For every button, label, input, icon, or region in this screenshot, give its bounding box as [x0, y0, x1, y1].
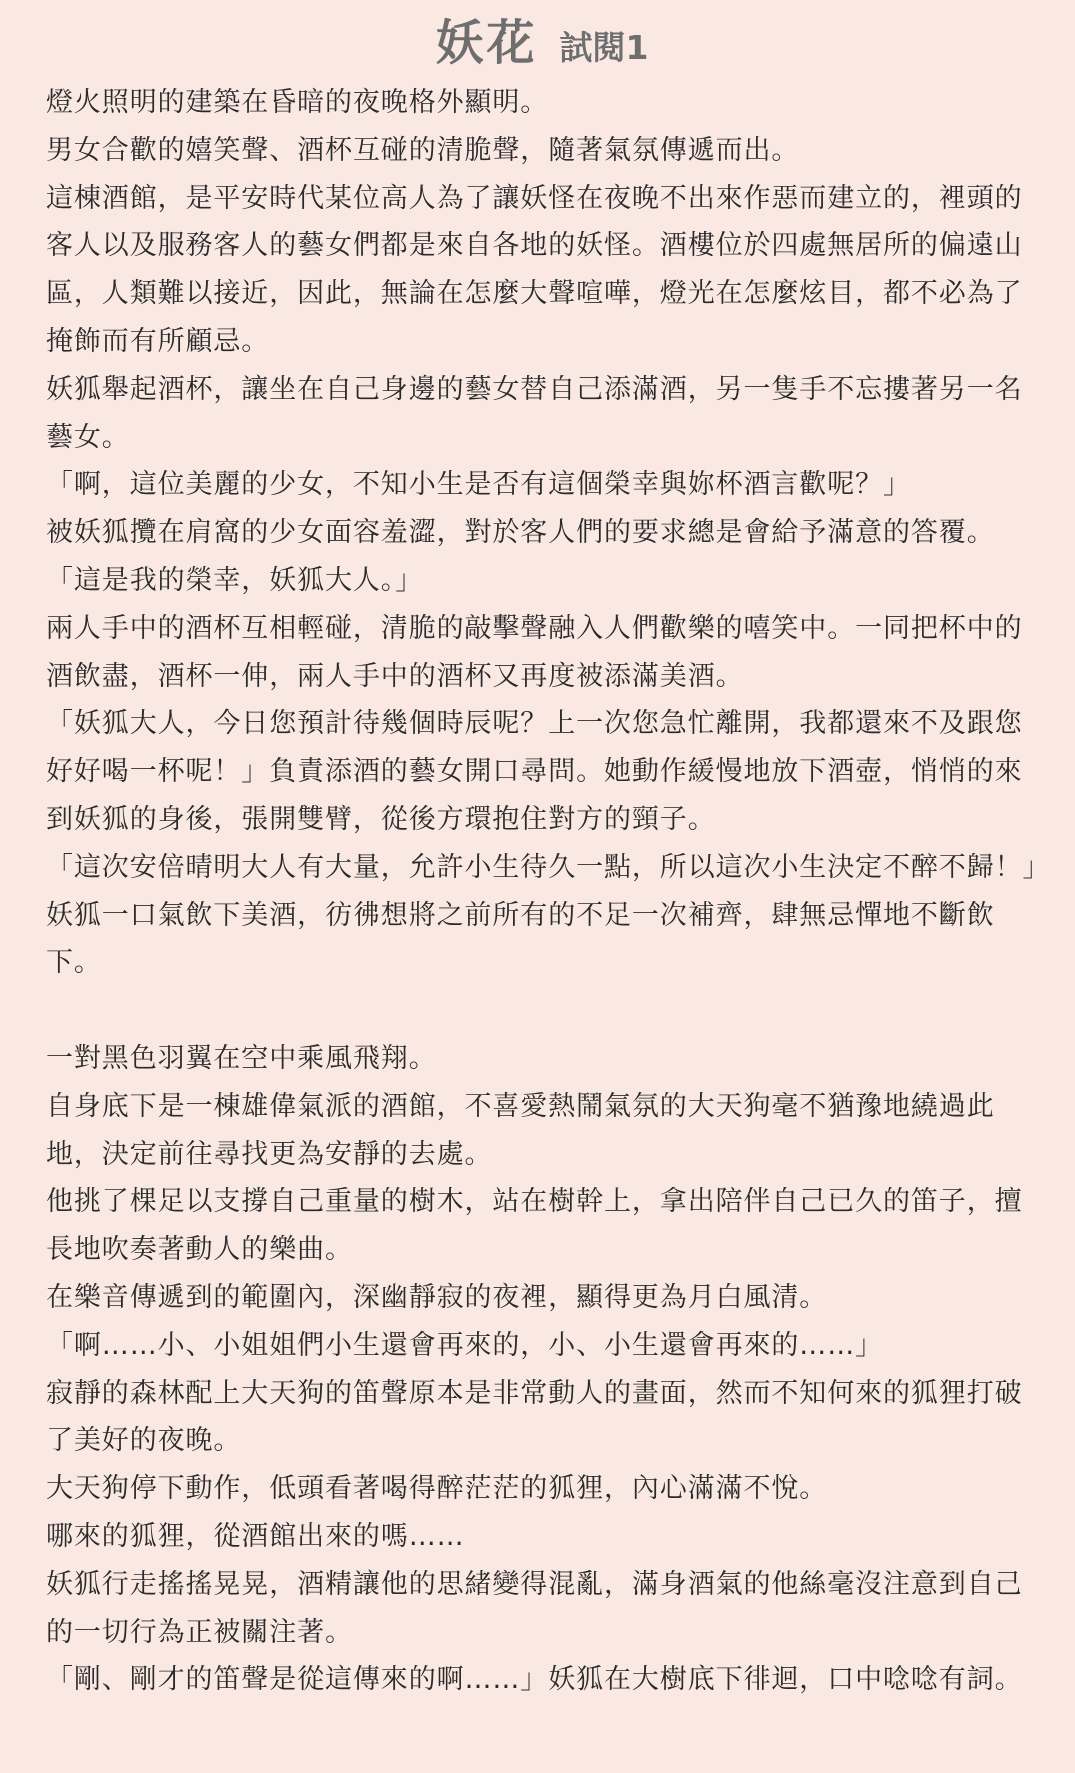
- paragraph: 男女合歡的嬉笑聲、酒杯互碰的清脆聲，隨著氣氛傳遞而出。: [46, 134, 800, 166]
- paragraph: 妖狐行走搖搖晃晃，酒精讓他的思緒變得混亂，滿身酒氣的他絲毫沒注意到自己的一切行為正被關注著。: [46, 1568, 1023, 1648]
- body-text: [46, 79, 1038, 1704]
- title-row: [46, 12, 1038, 78]
- paragraph: 「剛、剛才的笛聲是從這傳來的啊……」妖狐在大樹底下徘迴，口中唸唸有詞。: [46, 1664, 1023, 1696]
- paragraph: 妖狐舉起酒杯，讓坐在自己身邊的藝女替自己添滿酒，另一隻手不忘摟著另一名藝女。: [46, 373, 1023, 453]
- paragraph: 這棟酒館，是平安時代某位高人為了讓妖怪在夜晚不出來作惡而建立的，裡頭的客人以及服務客人的藝女們都是來自各地的妖怪。酒樓位於四處無居所的偏遠山區，人類難以接近，因此，無論在怎麼大聲喧嘩，燈光在怎麼炫目，都不必為了掩飾而有所顧忌。: [46, 182, 1023, 357]
- paragraph: 兩人手中的酒杯互相輕碰，清脆的敲擊聲融入人們歡樂的嘻笑中。一同把杯中的酒飲盡，酒杯一伸，兩人手中的酒杯又再度被添滿美酒。: [46, 612, 1023, 692]
- paragraph: 燈火照明的建築在昏暗的夜晚格外顯明。: [46, 87, 549, 118]
- paragraph: 「這次安倍晴明大人有大量，允許小生待久一點，所以這次小生決定不醉不歸！」妖狐一口氣飲下美酒，彷彿想將之前所有的不足一次補齊，肆無忌憚地不斷飲下。: [46, 851, 1037, 979]
- paragraph: 大天狗停下動作，低頭看著喝得醉茫茫的狐狸，內心滿滿不悅。: [46, 1473, 828, 1505]
- paragraph: 自身底下是一棟雄偉氣派的酒館，不喜愛熱鬧氣氛的大天狗毫不猶豫地繞過此地，決定前往尋找更為安靜的去處。: [46, 1090, 995, 1170]
- paragraph: 寂靜的森林配上大天狗的笛聲原本是非常動人的畫面，然而不知何來的狐狸打破了美好的夜晚。: [46, 1377, 1023, 1457]
- paragraph: 在樂音傳遞到的範圍內，深幽靜寂的夜裡，顯得更為月白風清。: [46, 1281, 828, 1313]
- paragraph: 「這是我的榮幸，妖狐大人。」: [46, 564, 424, 596]
- paragraph: 「啊，這位美麗的少女，不知小生是否有這個榮幸與妳杯酒言歡呢？」: [46, 469, 911, 501]
- paragraph: 被妖狐攬在肩窩的少女面容羞澀，對於客人們的要求總是會給予滿意的答覆。: [46, 517, 995, 549]
- document-subtitle: 試閱1: [559, 28, 649, 67]
- paragraph: 一對黑色羽翼在空中乘風飛翔。: [46, 1042, 437, 1074]
- document-title: 妖花: [435, 15, 538, 71]
- scene-break: [46, 987, 1038, 1035]
- paragraph: 「妖狐大人，今日您預計待幾個時辰呢？上一次您急忙離開，我都還來不及跟您好好喝一杯呢！」負責添酒的藝女開口尋問。她動作緩慢地放下酒壺，悄悄的來到妖狐的身後，張開雙臂，從後方環抱住對方的頸子。: [46, 708, 1023, 835]
- paragraph: 他挑了棵足以支撐自己重量的樹木，站在樹幹上，拿出陪伴自己已久的笛子，擅長地吹奏著動人的樂曲。: [46, 1186, 1023, 1266]
- paragraph: 「啊……小、小姐姐們小生還會再來的，小、小生還會再來的……」: [46, 1329, 883, 1361]
- paragraph: 哪來的狐狸，從酒館出來的嗎……: [46, 1520, 465, 1552]
